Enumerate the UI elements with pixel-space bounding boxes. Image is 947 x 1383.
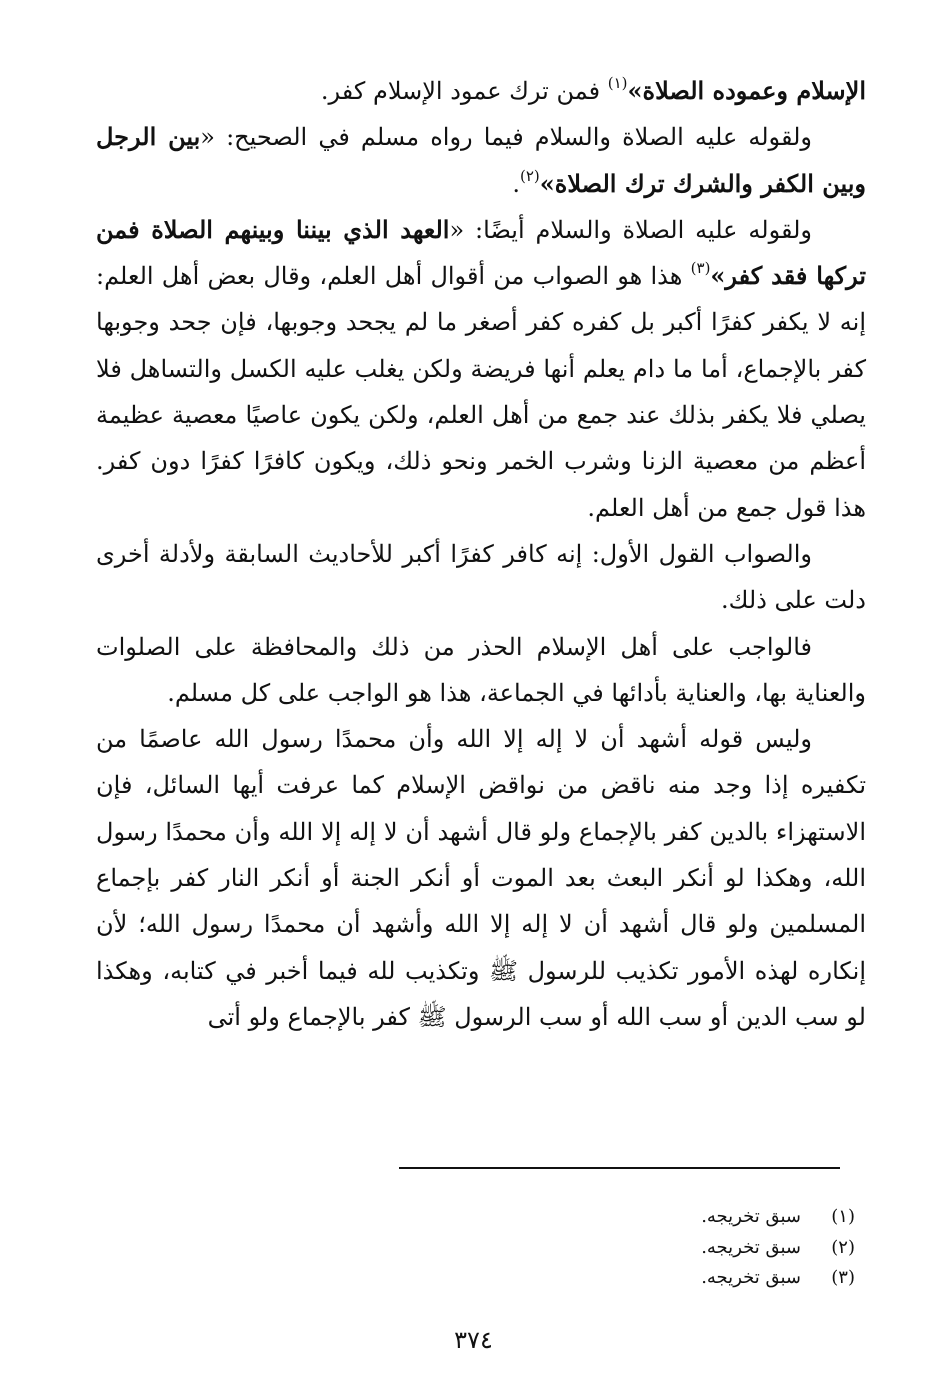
- footnote-ref-1: (١): [607, 74, 628, 92]
- footnote-number: (٣): [831, 1267, 855, 1288]
- paragraph-text: ولقوله عليه الصلاة والسلام فيما رواه مسلم في الصحيح: «: [200, 123, 813, 152]
- footnote-ref-3: (٣): [690, 259, 711, 278]
- footnote-separator: [399, 1167, 840, 1169]
- paragraph-3: [96, 207, 866, 531]
- bold-hadith-text: العهد الذي بيننا وبينهم الصلاة فمن تركها فقد كفر»: [96, 214, 867, 291]
- footnote-item: [355, 1233, 855, 1264]
- paragraph-text: هذا هو الصواب من أقوال أهل العلم، وقال بعض أهل العلم: إنه لا يكفر كفرًا أكبر بل كفره كفر أصغر ما لم يجحد وجوبها، فإن جحد وجوبها كفر بالإجماع، أما ما دام يعلم أنها فريضة ولكن يغلب عليه الكسل والتساهل فلا يصلي فلا يكفر بذلك عند جمع من أهل العلم، ولكن يكون عاصيًا معصية عظيمة أعظم من معصية الزنا وشرب الخمر ونحو ذلك، ويكون كافرًا كفرًا دون كفر. هذا قول جمع من أهل العلم.: [96, 262, 866, 522]
- footnote-item: [355, 1263, 855, 1294]
- footnote-ref-2: (٢): [520, 166, 540, 185]
- bold-hadith-text: بين الرجل وبين الكفر والشرك ترك الصلاة»: [96, 122, 866, 198]
- bold-hadith-text: الإسلام وعموده الصلاة»: [627, 76, 866, 105]
- page-number: ٣٧٤: [454, 1326, 493, 1354]
- footnote-text: سبق تخريجه.: [701, 1267, 801, 1288]
- paragraph-6: وليس قوله أشهد أن لا إله إلا الله وأن محمدًا رسول الله عاصمًا من تكفيره إذا وجد منه ناقض من نواقض الإسلام كما عرفت أيها السائل، فإن الاستهزاء بالدين كفر بالإجماع ولو قال أشهد أن لا إله إلا الله وأن محمدًا رسول الله، وهكذا لو أنكر البعث بعد الموت أو أنكر الجنة أو أنكر النار كفر بإجماع المسلمين ولو قال أشهد أن لا إله إلا الله وأشهد أن محمدًا رسول الله؛ لأن إنكاره لهذه الأمور تكذيب للرسول ﷺ وتكذيب لله فيما أخبر في كتابه، وهكذا لو سب الدين أو سب الله أو سب الرسول ﷺ كفر بالإجماع ولو أتى: [96, 725, 866, 1031]
- footnotes: [355, 1202, 855, 1294]
- footnote-number: (٢): [831, 1236, 855, 1258]
- paragraph-text: .: [512, 169, 520, 198]
- paragraph-4: والصواب القول الأول: إنه كافر كفرًا أكبر للأحاديث السابقة ولأدلة أخرى دلت على ذلك.: [96, 539, 866, 615]
- paragraph-2: [96, 114, 866, 207]
- main-text: [96, 68, 866, 1040]
- paragraph-text: فمن ترك عمود الإسلام كفر.: [320, 77, 608, 105]
- footnote-text: سبق تخريجه.: [701, 1206, 801, 1227]
- paragraph-text: ولقوله عليه الصلاة والسلام أيضًا: «: [449, 215, 813, 244]
- paragraph-1: [96, 68, 866, 114]
- footnote-number: (١): [831, 1206, 855, 1227]
- footnote-text: سبق تخريجه.: [701, 1236, 801, 1258]
- paragraph-5: فالواجب على أهل الإسلام الحذر من ذلك والمحافظة على الصلوات والعناية بها، والعناية بأدائها في الجماعة، هذا هو الواجب على كل مسلم.: [96, 632, 866, 707]
- footnote-item: [355, 1202, 855, 1233]
